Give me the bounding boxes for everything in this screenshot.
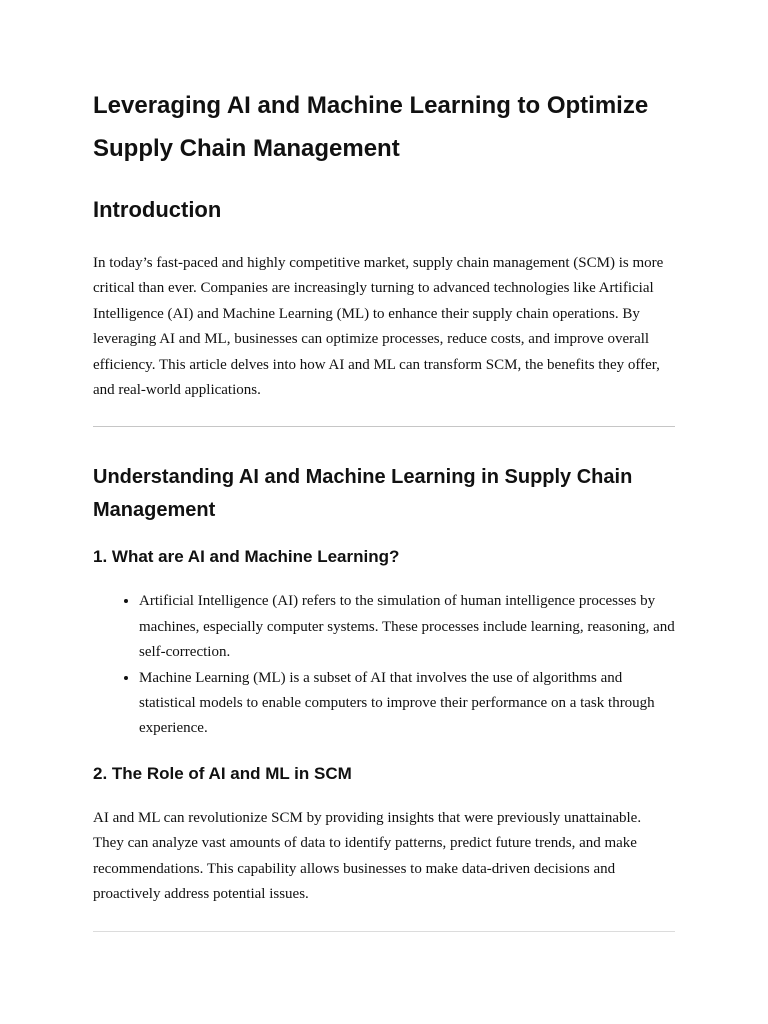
list-item-ai-definition: • Artificial Intelligence (AI) refers to the simulation of human intelligence processes by machines, especially computer systems. These processes include learning, reasoning, and self-correction.: [139, 589, 675, 665]
bottom-divider: [93, 931, 675, 932]
section-divider: [93, 426, 675, 427]
definitions-list: [93, 589, 675, 741]
section-heading: Understanding AI and Machine Learning in Supply Chain Management: [93, 466, 633, 522]
intro-heading: Introduction: [93, 197, 222, 222]
role-in-scm-paragraph: AI and ML can revolutionize SCM by providing insights that were previously unattainable. They can analyze vast amounts of data to identify patterns, predict future trends, and make recommendations. This capability allows businesses to make data-driven decisions and proactively address potential issues.: [93, 809, 642, 903]
intro-paragraph: In today’s fast-paced and highly competitive market, supply chain management (SCM) is more critical than ever. Companies are increasingly turning to advanced technologies like Artificial Intelligence (AI) and Machine Learning (ML) to enhance their supply chain operations. By leveraging AI and ML, businesses can optimize processes, reduce costs, and improve overall efficiency. This article delves into how AI and ML can transform SCM, the benefits they offer, and real-world applications.: [93, 255, 664, 399]
subsection-heading-role-in-scm: 2. The Role of AI and ML in SCM: [93, 763, 352, 783]
subsection-heading-what-are-ai-ml: 1. What are AI and Machine Learning?: [93, 547, 400, 567]
list-item-ml-definition: • Machine Learning (ML) is a subset of AI that involves the use of algorithms and statistical models to enable computers to improve their performance on a task through experience.: [139, 666, 675, 742]
article-title: Leveraging AI and Machine Learning to Optimize Supply Chain Management: [93, 92, 649, 162]
